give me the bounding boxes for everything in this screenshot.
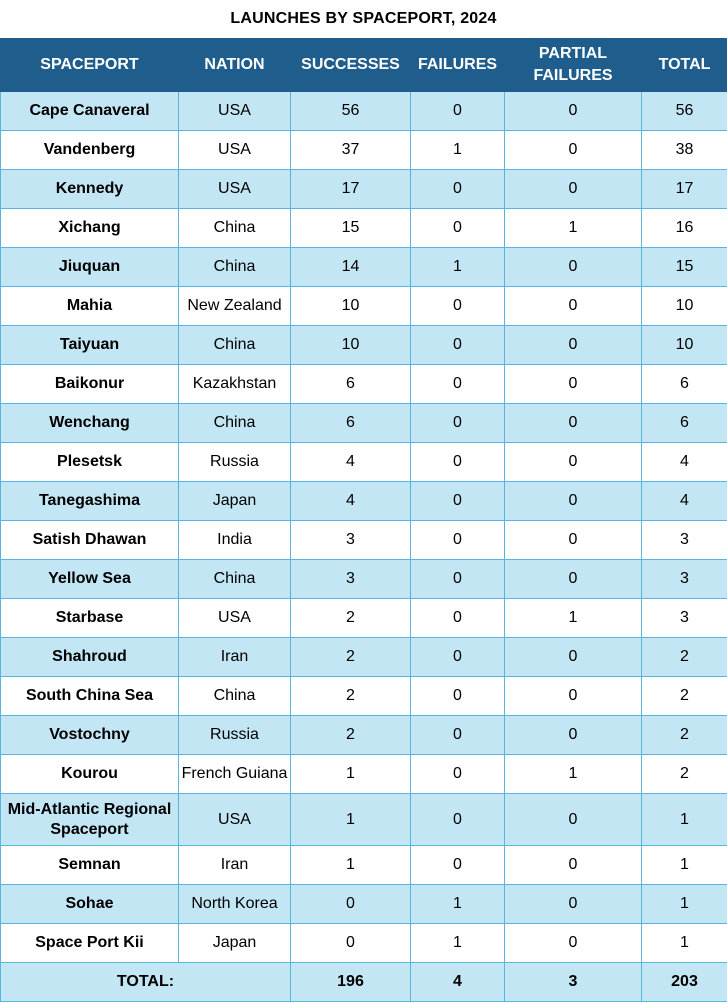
cell-spaceport: Kourou (1, 755, 179, 794)
table-row (1, 885, 727, 924)
cell-nation: USA (179, 599, 291, 638)
cell-successes: 10 (291, 287, 411, 326)
totals-row (1, 963, 727, 1002)
header-spaceport: SPACEPORT (1, 39, 179, 92)
header-partial-failures-label: PARTIAL FAILURES (528, 43, 618, 87)
cell-nation: USA (179, 170, 291, 209)
cell-total: 1 (642, 924, 727, 963)
cell-spaceport: Sohae (1, 885, 179, 924)
cell-spaceport: Jiuquan (1, 248, 179, 287)
cell-successes: 37 (291, 131, 411, 170)
table-row (1, 794, 727, 846)
table-row (1, 924, 727, 963)
cell-spaceport: Starbase (1, 599, 179, 638)
cell-spaceport: South China Sea (1, 677, 179, 716)
header-row (1, 39, 727, 92)
cell-successes: 17 (291, 170, 411, 209)
cell-failures: 1 (411, 885, 505, 924)
launch-table (0, 38, 727, 1002)
chart-title: LAUNCHES BY SPACEPORT, 2024 (0, 0, 727, 38)
cell-total: 10 (642, 326, 727, 365)
cell-spaceport: Semnan (1, 846, 179, 885)
cell-nation: India (179, 521, 291, 560)
table-row (1, 287, 727, 326)
cell-partial-failures: 0 (505, 326, 642, 365)
cell-total: 2 (642, 677, 727, 716)
cell-successes: 1 (291, 846, 411, 885)
table-row (1, 404, 727, 443)
cell-nation: USA (179, 131, 291, 170)
cell-nation: USA (179, 92, 291, 131)
cell-nation: North Korea (179, 885, 291, 924)
table-row (1, 326, 727, 365)
cell-failures: 0 (411, 677, 505, 716)
table-row (1, 170, 727, 209)
cell-partial-failures: 0 (505, 560, 642, 599)
cell-failures: 0 (411, 716, 505, 755)
cell-nation: Russia (179, 443, 291, 482)
cell-partial-failures: 0 (505, 287, 642, 326)
table-row (1, 846, 727, 885)
cell-spaceport: Yellow Sea (1, 560, 179, 599)
cell-successes: 0 (291, 885, 411, 924)
cell-spaceport: Taiyuan (1, 326, 179, 365)
cell-total: 2 (642, 638, 727, 677)
cell-nation: Japan (179, 482, 291, 521)
cell-partial-failures: 0 (505, 638, 642, 677)
cell-successes: 6 (291, 404, 411, 443)
cell-successes: 10 (291, 326, 411, 365)
cell-total: 15 (642, 248, 727, 287)
cell-nation: China (179, 209, 291, 248)
cell-spaceport: Space Port Kii (1, 924, 179, 963)
cell-partial-failures: 0 (505, 677, 642, 716)
cell-partial-failures: 0 (505, 521, 642, 560)
cell-failures: 0 (411, 326, 505, 365)
table-row (1, 443, 727, 482)
table-row (1, 521, 727, 560)
cell-failures: 0 (411, 560, 505, 599)
cell-failures: 1 (411, 248, 505, 287)
cell-spaceport: Wenchang (1, 404, 179, 443)
cell-nation: USA (179, 794, 291, 846)
cell-total: 3 (642, 599, 727, 638)
cell-total: 56 (642, 92, 727, 131)
cell-total: 4 (642, 443, 727, 482)
cell-spaceport: Baikonur (1, 365, 179, 404)
cell-partial-failures: 1 (505, 755, 642, 794)
cell-spaceport: Shahroud (1, 638, 179, 677)
cell-total: 2 (642, 716, 727, 755)
table-row (1, 365, 727, 404)
table-row (1, 638, 727, 677)
table-row (1, 248, 727, 287)
cell-nation: China (179, 560, 291, 599)
table-row (1, 92, 727, 131)
cell-spaceport: Mahia (1, 287, 179, 326)
cell-successes: 2 (291, 599, 411, 638)
cell-nation: Russia (179, 716, 291, 755)
cell-successes: 6 (291, 365, 411, 404)
table-row (1, 209, 727, 248)
cell-nation: Japan (179, 924, 291, 963)
cell-spaceport: Tanegashima (1, 482, 179, 521)
cell-spaceport: Mid-Atlantic Regional Spaceport (1, 794, 179, 846)
table-row (1, 677, 727, 716)
cell-failures: 0 (411, 287, 505, 326)
cell-partial-failures: 0 (505, 248, 642, 287)
cell-failures: 0 (411, 443, 505, 482)
cell-successes: 4 (291, 482, 411, 521)
cell-partial-failures: 0 (505, 404, 642, 443)
table-row (1, 131, 727, 170)
cell-total: 17 (642, 170, 727, 209)
cell-partial-failures: 0 (505, 92, 642, 131)
cell-successes: 2 (291, 716, 411, 755)
header-total: TOTAL (642, 39, 727, 92)
cell-nation: Kazakhstan (179, 365, 291, 404)
cell-failures: 1 (411, 924, 505, 963)
cell-partial-failures: 1 (505, 599, 642, 638)
cell-failures: 0 (411, 846, 505, 885)
cell-successes: 1 (291, 794, 411, 846)
table-body (1, 92, 727, 963)
cell-failures: 0 (411, 404, 505, 443)
cell-total: 38 (642, 131, 727, 170)
cell-total: 2 (642, 755, 727, 794)
cell-total: 1 (642, 794, 727, 846)
cell-failures: 0 (411, 365, 505, 404)
cell-partial-failures: 1 (505, 209, 642, 248)
cell-failures: 0 (411, 170, 505, 209)
cell-spaceport: Plesetsk (1, 443, 179, 482)
cell-partial-failures: 0 (505, 716, 642, 755)
cell-successes: 14 (291, 248, 411, 287)
cell-spaceport: Vandenberg (1, 131, 179, 170)
header-nation: NATION (179, 39, 291, 92)
cell-failures: 0 (411, 521, 505, 560)
totals-successes: 196 (291, 963, 411, 1002)
cell-spaceport: Vostochny (1, 716, 179, 755)
cell-successes: 0 (291, 924, 411, 963)
cell-nation: China (179, 404, 291, 443)
header-partial-failures (505, 39, 642, 92)
cell-nation: French Guiana (179, 755, 291, 794)
cell-partial-failures: 0 (505, 794, 642, 846)
cell-failures: 0 (411, 599, 505, 638)
cell-failures: 0 (411, 92, 505, 131)
table-row (1, 716, 727, 755)
cell-partial-failures: 0 (505, 885, 642, 924)
cell-successes: 3 (291, 560, 411, 599)
cell-spaceport: Cape Canaveral (1, 92, 179, 131)
cell-total: 1 (642, 846, 727, 885)
table-row (1, 599, 727, 638)
cell-successes: 56 (291, 92, 411, 131)
cell-successes: 15 (291, 209, 411, 248)
cell-nation: Iran (179, 638, 291, 677)
cell-successes: 1 (291, 755, 411, 794)
cell-partial-failures: 0 (505, 365, 642, 404)
cell-partial-failures: 0 (505, 846, 642, 885)
cell-total: 3 (642, 560, 727, 599)
totals-total: 203 (642, 963, 727, 1002)
cell-successes: 2 (291, 677, 411, 716)
cell-total: 4 (642, 482, 727, 521)
cell-total: 1 (642, 885, 727, 924)
cell-nation: China (179, 248, 291, 287)
header-successes: SUCCESSES (291, 39, 411, 92)
cell-nation: Iran (179, 846, 291, 885)
table-row (1, 755, 727, 794)
table-row (1, 482, 727, 521)
totals-label: TOTAL: (1, 963, 291, 1002)
cell-nation: China (179, 677, 291, 716)
cell-total: 3 (642, 521, 727, 560)
cell-failures: 0 (411, 209, 505, 248)
cell-partial-failures: 0 (505, 443, 642, 482)
cell-successes: 2 (291, 638, 411, 677)
cell-partial-failures: 0 (505, 131, 642, 170)
cell-total: 6 (642, 365, 727, 404)
cell-nation: New Zealand (179, 287, 291, 326)
cell-partial-failures: 0 (505, 482, 642, 521)
cell-total: 16 (642, 209, 727, 248)
totals-partial-failures: 3 (505, 963, 642, 1002)
cell-total: 6 (642, 404, 727, 443)
table-row (1, 560, 727, 599)
cell-failures: 1 (411, 131, 505, 170)
cell-spaceport: Satish Dhawan (1, 521, 179, 560)
totals-failures: 4 (411, 963, 505, 1002)
cell-failures: 0 (411, 482, 505, 521)
cell-successes: 4 (291, 443, 411, 482)
cell-total: 10 (642, 287, 727, 326)
cell-failures: 0 (411, 755, 505, 794)
cell-spaceport: Kennedy (1, 170, 179, 209)
cell-spaceport: Xichang (1, 209, 179, 248)
cell-nation: China (179, 326, 291, 365)
cell-successes: 3 (291, 521, 411, 560)
cell-partial-failures: 0 (505, 170, 642, 209)
cell-partial-failures: 0 (505, 924, 642, 963)
cell-failures: 0 (411, 638, 505, 677)
cell-failures: 0 (411, 794, 505, 846)
header-failures: FAILURES (411, 39, 505, 92)
